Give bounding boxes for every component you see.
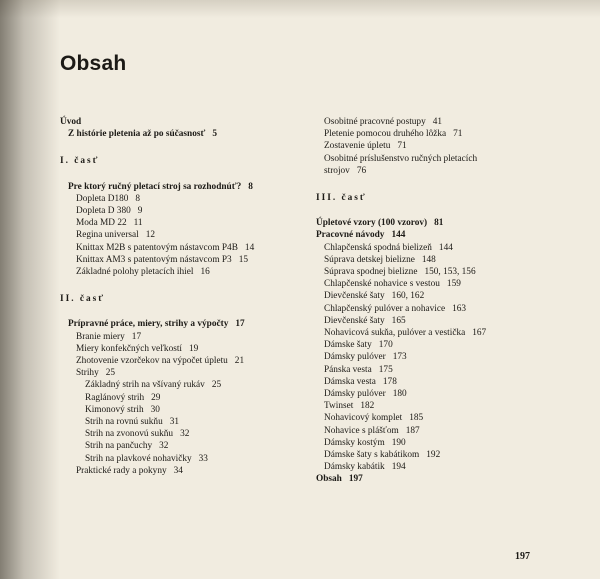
toc-entry: Súprava spodnej bielizne 150, 153, 156 — [324, 267, 476, 278]
toc-entry: Chlapčenské nohavice s vestou 159 — [324, 279, 461, 290]
toc-entry: Chlapčenská spodná bielizeň 144 — [324, 242, 453, 253]
toc-entry: Obsah 197 — [316, 474, 363, 485]
toc-entry: Branie miery 17 — [76, 331, 142, 342]
toc-entry: Knittax AM3 s patentovým nástavcom P3 15 — [76, 254, 249, 265]
toc-entry: Dopleta D180 8 — [76, 193, 141, 204]
toc-entry: Strih na pančuchy 32 — [85, 441, 169, 452]
toc-entry: Dámsky kabátik 194 — [324, 462, 406, 473]
toc-entry: Nohavice s plášťom 187 — [324, 425, 420, 436]
toc-entry: Twinset 182 — [324, 401, 375, 412]
page-number: 197 — [515, 551, 530, 562]
toc-entry: Chlapčenský pulóver a nohavice 163 — [324, 303, 467, 314]
toc-entry: Dámska vesta 178 — [324, 376, 397, 387]
toc-entry: Prípravné práce, miery, strihy a výpočty 17 — [68, 319, 245, 330]
toc-entry: Dámsky pulóver 173 — [324, 352, 407, 363]
page-top-shading — [0, 0, 600, 18]
toc-entry: Osobitné pracovné postupy 41 — [324, 117, 443, 127]
toc-entry: Strih na plavkové nohavičky 33 — [85, 453, 208, 464]
toc-entry: Zostavenie úpletu 71 — [324, 141, 407, 152]
toc-section-heading: III. časť — [316, 193, 367, 204]
toc-entry: Regina universal 12 — [76, 230, 156, 241]
toc-heading-uvod: Úvod — [60, 117, 82, 127]
toc-section-heading: I. časť — [60, 156, 100, 167]
toc-entry: Kimonový strih 30 — [85, 404, 160, 415]
toc-entry: Pre ktorý ručný pletací stroj sa rozhodnúť? 8 — [68, 181, 253, 192]
toc-entry: Strihy 25 — [76, 368, 116, 379]
page-title: Obsah — [60, 52, 127, 75]
toc-entry: Strih na zvonovú sukňu 32 — [85, 429, 190, 440]
toc-entry: Pánska vesta 175 — [324, 364, 393, 375]
toc-entry: Praktické rady a pokyny 34 — [76, 465, 183, 476]
toc-entry: Miery konfekčných veľkostí 19 — [76, 343, 199, 354]
toc-entry: Raglánový strih 29 — [85, 392, 161, 403]
toc-entry: Dievčenské šaty 160, 162 — [324, 291, 425, 302]
toc-entry: Dámsky pulóver 180 — [324, 389, 407, 400]
toc-right-column — [316, 116, 586, 486]
toc-entry: Nohavicová sukňa, pulóver a vestička 167 — [324, 328, 487, 339]
toc-entry: Pracovné návody 144 — [316, 230, 406, 241]
toc-entry: Knittax M2B s patentovým nástavcom P4B 14 — [76, 242, 255, 253]
toc-entry: Dámske šaty 170 — [324, 340, 393, 351]
toc-entry: Dámske šaty s kabátikom 192 — [324, 450, 441, 461]
toc-entry: Osobitné príslušenstvo ručných pletacích — [324, 153, 478, 164]
toc-entry: Dopleta D 380 9 — [76, 206, 143, 217]
toc-entry: Základné polohy pletacích ihiel 16 — [76, 267, 210, 278]
toc-entry-continuation: strojov 76 — [324, 165, 367, 176]
toc-entry: Moda MD 22 11 — [76, 218, 143, 229]
book-gutter-shadow — [0, 0, 60, 579]
toc-entry: Zhotovenie vzorčekov na výpočet úpletu 21 — [76, 356, 245, 367]
toc-entry: Základný strih na všívaný rukáv 25 — [85, 380, 222, 391]
toc-entry: Nohavicový komplet 185 — [324, 413, 424, 424]
toc-entry: Úpletové vzory (100 vzorov) 81 — [316, 218, 444, 229]
toc-entry: Súprava detskej bielizne 148 — [324, 254, 436, 265]
toc-entry: Pletenie pomocou druhého lôžka 71 — [324, 129, 463, 140]
toc-entry: Z histórie pletenia až po súčasnosť 5 — [68, 129, 217, 140]
toc-entry: Dámsky kostým 190 — [324, 437, 406, 448]
toc-section-heading: II. časť — [60, 294, 106, 305]
toc-entry: Strih na rovnú sukňu 31 — [85, 417, 180, 428]
toc-entry: Dievčenské šaty 165 — [324, 315, 406, 326]
toc-left-column — [60, 116, 310, 477]
